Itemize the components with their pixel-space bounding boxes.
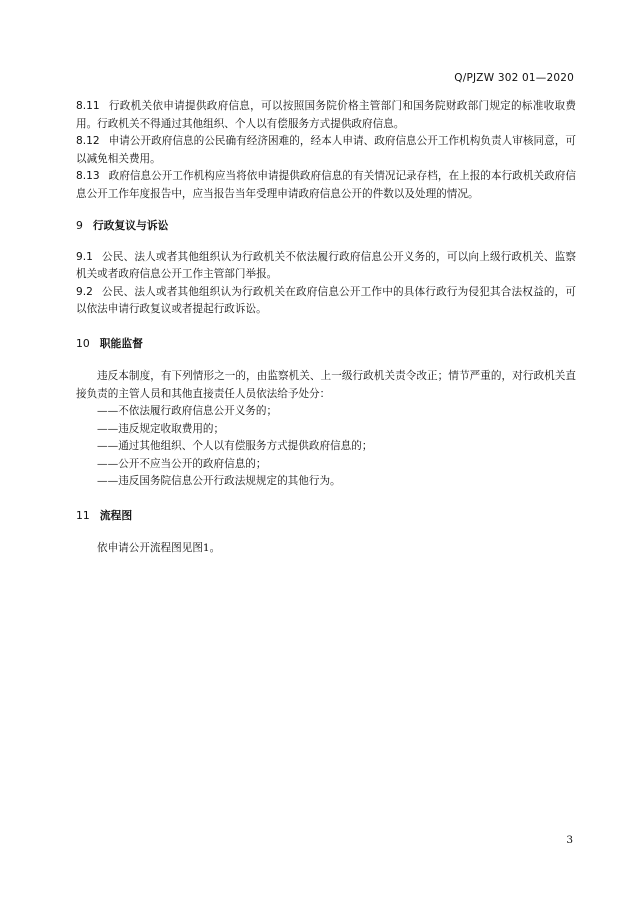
section-heading-9 <box>76 217 576 235</box>
list-item: ——公开不应当公开的政府信息的； <box>97 457 267 470</box>
clause-number: 8.11 <box>76 100 100 112</box>
section-10-intro: 违反本制度，有下列情形之一的，由监察机关、上一级行政机关责令改正；情节严重的，对行政机关直接负责的主管人员和其他直接责任人员依法给予处分： <box>76 370 576 400</box>
clause-8-12 <box>76 133 576 168</box>
clause-number: 8.12 <box>76 135 100 147</box>
clause-text: 申请公开政府信息的公民确有经济困难的，经本人申请、政府信息公开工作机构负责人审核同意，可以减免相关费用。 <box>76 135 576 165</box>
clause-text: 行政机关依申请提供政府信息，可以按照国务院价格主管部门和国务院财政部门规定的标准收取费用。行政机关不得通过其他组织、个人以有偿服务方式提供政府信息。 <box>76 100 576 130</box>
list-item: ——不依法履行政府信息公开义务的； <box>97 405 278 417</box>
section-number: 11 <box>76 508 90 522</box>
list-item: ——通过其他组织、个人以有偿服务方式提供政府信息的； <box>97 440 373 452</box>
clause-text: 公民、法人或者其他组织认为行政机关不依法履行政府信息公开义务的，可以向上级行政机关、监察机关或者政府信息公开工作主管部门举报。 <box>76 250 576 280</box>
section-heading-11 <box>76 507 576 525</box>
clause-text: 政府信息公开工作机构应当将依申请提供政府信息的有关情况记录存档，在上报的本行政机关政府信息公开工作年度报告中，应当报告当年受理申请政府信息公开的件数以及处理的情况。 <box>76 170 576 200</box>
clause-number: 9.1 <box>76 250 93 263</box>
clause-9-2 <box>76 284 576 319</box>
clause-number: 9.2 <box>76 285 93 298</box>
section-number: 10 <box>76 336 90 350</box>
section-number: 9 <box>76 219 83 232</box>
clause-8-13 <box>76 168 576 203</box>
clause-9-1 <box>76 249 576 284</box>
list-item: ——违反国务院信息公开行政法规规定的其他行为。 <box>97 475 341 487</box>
section-11-text: 依申请公开流程图见图1。 <box>97 542 221 554</box>
list-item: ——违反规定收取费用的； <box>97 422 225 435</box>
document-body <box>76 98 576 558</box>
clause-text: 公民、法人或者其他组织认为行政机关在政府信息公开工作中的具体行政行为侵犯其合法权益的，可以依法申请行政复议或者提起行政诉讼。 <box>76 285 576 315</box>
section-title: 行政复议与诉讼 <box>92 219 169 232</box>
page-number: 3 <box>566 834 573 846</box>
section-title: 流程图 <box>99 508 133 522</box>
standard-code: Q/PJZW 302 01—2020 <box>454 72 574 84</box>
clause-number: 8.13 <box>76 170 100 182</box>
clause-8-11 <box>76 98 576 133</box>
section-title: 职能监督 <box>99 336 143 350</box>
section-heading-10 <box>76 335 576 353</box>
